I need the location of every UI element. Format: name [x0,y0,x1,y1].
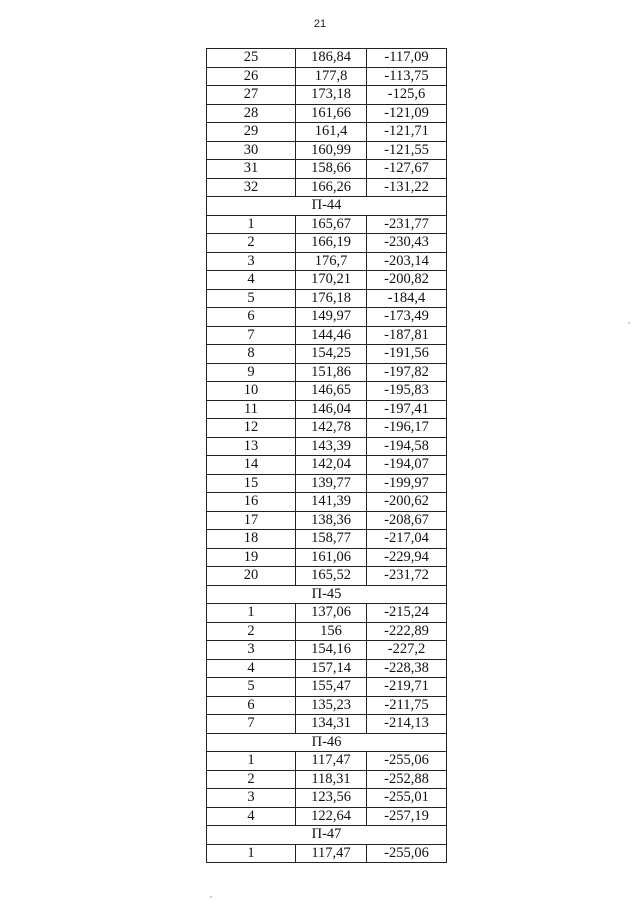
table-row [207,493,447,512]
y-coordinate-cell: -219,71 [367,678,447,697]
y-coordinate-cell: -173,49 [367,308,447,327]
table-row [207,844,447,863]
y-coordinate-cell: -257,19 [367,807,447,826]
x-coordinate-cell: 161,06 [296,548,367,567]
point-number-cell: 7 [207,326,296,345]
x-coordinate-cell: 117,47 [296,752,367,771]
section-label: П-46 [207,733,447,752]
point-number-cell: 5 [207,289,296,308]
point-number-cell: 20 [207,567,296,586]
point-number-cell: 16 [207,493,296,512]
point-number-cell: 4 [207,807,296,826]
table-row [207,622,447,641]
y-coordinate-cell: -211,75 [367,696,447,715]
y-coordinate-cell: -113,75 [367,67,447,86]
point-number-cell: 28 [207,104,296,123]
table-row [207,419,447,438]
table-row [207,67,447,86]
y-coordinate-cell: -197,41 [367,400,447,419]
x-coordinate-cell: 138,36 [296,511,367,530]
x-coordinate-cell: 143,39 [296,437,367,456]
table-row [207,252,447,271]
table-row [207,641,447,660]
table-row [207,178,447,197]
table-row [207,123,447,142]
section-label: П-47 [207,826,447,845]
table-row [207,604,447,623]
x-coordinate-cell: 177,8 [296,67,367,86]
y-coordinate-cell: -208,67 [367,511,447,530]
point-number-cell: 12 [207,419,296,438]
section-header-row [207,197,447,216]
table-row [207,511,447,530]
y-coordinate-cell: -199,97 [367,474,447,493]
y-coordinate-cell: -127,67 [367,160,447,179]
point-number-cell: 3 [207,789,296,808]
point-number-cell: 27 [207,86,296,105]
point-number-cell: 29 [207,123,296,142]
table-row [207,308,447,327]
point-number-cell: 1 [207,604,296,623]
x-coordinate-cell: 186,84 [296,49,367,68]
point-number-cell: 32 [207,178,296,197]
point-number-cell: 3 [207,252,296,271]
table-row [207,215,447,234]
x-coordinate-cell: 154,16 [296,641,367,660]
point-number-cell: 30 [207,141,296,160]
y-coordinate-cell: -121,09 [367,104,447,123]
x-coordinate-cell: 146,65 [296,382,367,401]
y-coordinate-cell: -214,13 [367,715,447,734]
y-coordinate-cell: -228,38 [367,659,447,678]
point-number-cell: 18 [207,530,296,549]
point-number-cell: 1 [207,752,296,771]
table-row [207,770,447,789]
point-number-cell: 6 [207,308,296,327]
table-row [207,474,447,493]
x-coordinate-cell: 156 [296,622,367,641]
point-number-cell: 1 [207,215,296,234]
table-row [207,289,447,308]
point-number-cell: 3 [207,641,296,660]
y-coordinate-cell: -255,01 [367,789,447,808]
point-number-cell: 4 [207,271,296,290]
table-row [207,715,447,734]
table-row [207,752,447,771]
table-row [207,271,447,290]
page-number: 21 [313,18,327,30]
y-coordinate-cell: -231,77 [367,215,447,234]
table-row [207,567,447,586]
y-coordinate-cell: -194,58 [367,437,447,456]
point-number-cell: 31 [207,160,296,179]
table-row [207,789,447,808]
table-row [207,678,447,697]
section-header-row [207,585,447,604]
table-row [207,659,447,678]
table-row [207,437,447,456]
x-coordinate-cell: 176,18 [296,289,367,308]
scan-speck [628,322,630,324]
x-coordinate-cell: 160,99 [296,141,367,160]
y-coordinate-cell: -117,09 [367,49,447,68]
section-label: П-45 [207,585,447,604]
scan-speck [210,896,212,898]
x-coordinate-cell: 161,4 [296,123,367,142]
y-coordinate-cell: -255,06 [367,844,447,863]
table-row [207,234,447,253]
y-coordinate-cell: -187,81 [367,326,447,345]
x-coordinate-cell: 166,26 [296,178,367,197]
y-coordinate-cell: -222,89 [367,622,447,641]
table-row [207,807,447,826]
table-row [207,363,447,382]
y-coordinate-cell: -229,94 [367,548,447,567]
table-row [207,104,447,123]
x-coordinate-cell: 165,52 [296,567,367,586]
section-label: П-44 [207,197,447,216]
x-coordinate-cell: 149,97 [296,308,367,327]
y-coordinate-cell: -194,07 [367,456,447,475]
x-coordinate-cell: 176,7 [296,252,367,271]
point-number-cell: 10 [207,382,296,401]
y-coordinate-cell: -215,24 [367,604,447,623]
point-number-cell: 1 [207,844,296,863]
point-number-cell: 2 [207,234,296,253]
table-row [207,160,447,179]
x-coordinate-cell: 158,77 [296,530,367,549]
table-row [207,345,447,364]
x-coordinate-cell: 142,78 [296,419,367,438]
y-coordinate-cell: -196,17 [367,419,447,438]
table-row [207,141,447,160]
point-number-cell: 15 [207,474,296,493]
x-coordinate-cell: 170,21 [296,271,367,290]
y-coordinate-cell: -230,43 [367,234,447,253]
x-coordinate-cell: 166,19 [296,234,367,253]
x-coordinate-cell: 146,04 [296,400,367,419]
section-header-row [207,826,447,845]
y-coordinate-cell: -197,82 [367,363,447,382]
table-row [207,86,447,105]
point-number-cell: 26 [207,67,296,86]
coordinates-table [206,48,447,863]
y-coordinate-cell: -200,62 [367,493,447,512]
point-number-cell: 5 [207,678,296,697]
section-header-row [207,733,447,752]
y-coordinate-cell: -200,82 [367,271,447,290]
table-row [207,696,447,715]
y-coordinate-cell: -217,04 [367,530,447,549]
point-number-cell: 17 [207,511,296,530]
y-coordinate-cell: -121,55 [367,141,447,160]
x-coordinate-cell: 122,64 [296,807,367,826]
table-row [207,548,447,567]
point-number-cell: 8 [207,345,296,364]
point-number-cell: 19 [207,548,296,567]
y-coordinate-cell: -121,71 [367,123,447,142]
x-coordinate-cell: 123,56 [296,789,367,808]
point-number-cell: 9 [207,363,296,382]
y-coordinate-cell: -131,22 [367,178,447,197]
y-coordinate-cell: -252,88 [367,770,447,789]
table-row [207,382,447,401]
coordinates-table-body [207,49,447,863]
table-row [207,400,447,419]
y-coordinate-cell: -231,72 [367,567,447,586]
point-number-cell: 14 [207,456,296,475]
point-number-cell: 6 [207,696,296,715]
y-coordinate-cell: -195,83 [367,382,447,401]
x-coordinate-cell: 157,14 [296,659,367,678]
point-number-cell: 7 [207,715,296,734]
table-row [207,326,447,345]
y-coordinate-cell: -203,14 [367,252,447,271]
x-coordinate-cell: 158,66 [296,160,367,179]
x-coordinate-cell: 144,46 [296,326,367,345]
y-coordinate-cell: -255,06 [367,752,447,771]
table-row [207,49,447,68]
x-coordinate-cell: 118,31 [296,770,367,789]
x-coordinate-cell: 154,25 [296,345,367,364]
point-number-cell: 2 [207,622,296,641]
x-coordinate-cell: 134,31 [296,715,367,734]
x-coordinate-cell: 173,18 [296,86,367,105]
table-row [207,530,447,549]
y-coordinate-cell: -191,56 [367,345,447,364]
point-number-cell: 13 [207,437,296,456]
x-coordinate-cell: 137,06 [296,604,367,623]
x-coordinate-cell: 117,47 [296,844,367,863]
point-number-cell: 25 [207,49,296,68]
x-coordinate-cell: 155,47 [296,678,367,697]
x-coordinate-cell: 141,39 [296,493,367,512]
x-coordinate-cell: 142,04 [296,456,367,475]
y-coordinate-cell: -184,4 [367,289,447,308]
y-coordinate-cell: -125,6 [367,86,447,105]
y-coordinate-cell: -227,2 [367,641,447,660]
x-coordinate-cell: 151,86 [296,363,367,382]
point-number-cell: 2 [207,770,296,789]
point-number-cell: 4 [207,659,296,678]
x-coordinate-cell: 139,77 [296,474,367,493]
table-row [207,456,447,475]
x-coordinate-cell: 165,67 [296,215,367,234]
point-number-cell: 11 [207,400,296,419]
x-coordinate-cell: 135,23 [296,696,367,715]
x-coordinate-cell: 161,66 [296,104,367,123]
